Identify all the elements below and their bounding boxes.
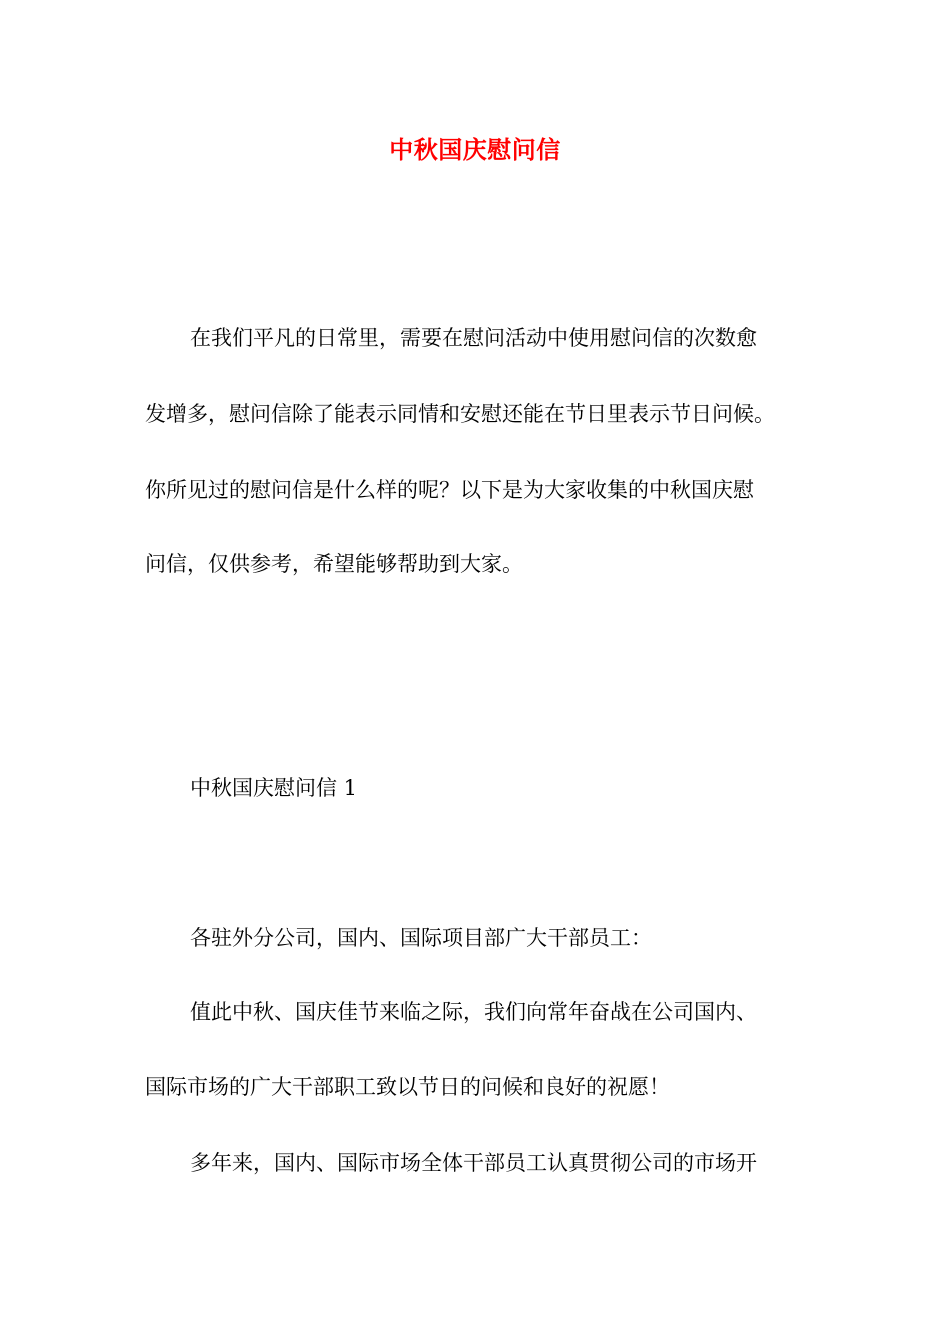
- intro-line-1: 在我们平凡的日常里，需要在慰问活动中使用慰问信的次数愈: [190, 326, 757, 350]
- section-heading: 中秋国庆慰问信 1: [190, 776, 358, 800]
- intro-line-3: 你所见过的慰问信是什么样的呢？以下是为大家收集的中秋国庆慰: [145, 478, 754, 502]
- intro-line-2: 发增多，慰问信除了能表示同情和安慰还能在节日里表示节日问候。: [145, 402, 775, 426]
- body-line-3: 多年来，国内、国际市场全体干部员工认真贯彻公司的市场开: [190, 1151, 757, 1175]
- document-title: 中秋国庆慰问信: [389, 135, 561, 164]
- salutation-line: 各驻外分公司，国内、国际项目部广大干部员工：: [190, 926, 652, 950]
- intro-line-4: 问信，仅供参考，希望能够帮助到大家。: [145, 552, 523, 576]
- body-line-2: 国际市场的广大干部职工致以节日的问候和良好的祝愿！: [145, 1075, 670, 1099]
- body-line-1: 值此中秋、国庆佳节来临之际，我们向常年奋战在公司国内、: [190, 1000, 757, 1024]
